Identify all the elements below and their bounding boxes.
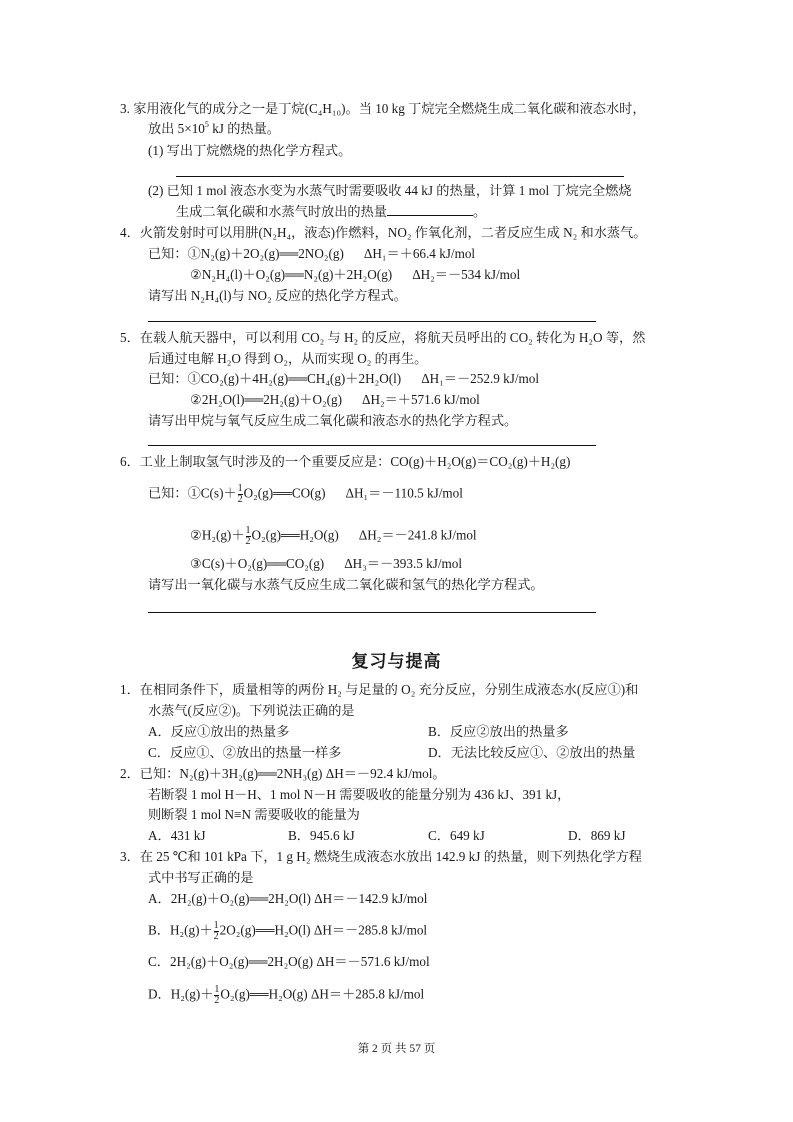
r3-stem-line1: 3．在 25 ℃和 101 kPa 下，1 g H₂ 燃烧生成液态水放出 142.9 kJ 的热量，则下列热化学方程 (120, 849, 642, 864)
r1-option-b[interactable]: B．反应②放出的热量多 (428, 724, 569, 739)
q6-dh3: ΔH₃＝－393.5 kJ/mol (344, 556, 463, 571)
q6-known-eq1 (148, 484, 463, 505)
q5-eq1: ①CO₂(g)＋4H₂(g)══CH₄(g)＋2H₂O(l) (187, 371, 402, 386)
fraction-denominator: 2 (237, 494, 243, 505)
q3-stem-text: 放出 5×10 (148, 121, 205, 136)
q3-part2-line2 (176, 203, 486, 221)
fraction-denominator: 2 (245, 536, 251, 547)
q4-answer-blank[interactable] (148, 321, 596, 322)
q6-known-label: 已知： (148, 485, 188, 501)
q6-eq2-part-b: O₂(g)══H₂O(g) (251, 527, 339, 543)
q6-dh1: ΔH₁＝－110.5 kJ/mol (345, 485, 463, 501)
q3-part2-text: 生成二氧化碳和水蒸气时放出的热量 (176, 204, 387, 219)
r3-option-d[interactable] (148, 985, 424, 1006)
q4-stem: 4．火箭发射时可以用肼(N₂H₄，液态)作燃料，NO₂ 作氧化剂，二者反应生成 N₂ 和水蒸气。 (120, 225, 647, 240)
r3-option-a[interactable]: A．2H₂(g)＋O₂(g)══2H₂O(l) ΔH＝－142.9 kJ/mol (148, 891, 428, 906)
q6-eq1-part-b: O₂(g)══CO(g) (243, 485, 326, 501)
q6-known-eq2 (190, 526, 477, 547)
r1-stem-line2: 水蒸气(反应②)。下列说法正确的是 (148, 703, 355, 718)
q5-dh1: ΔH₁＝－252.9 kJ/mol (421, 371, 540, 386)
q6-eq1-part-a: ①C(s)＋ (187, 485, 237, 501)
q4-ask: 请写出 N₂H₄(l)与 NO₂ 反应的热化学方程式。 (148, 288, 407, 303)
q3-stem-line2 (148, 120, 280, 138)
r2-stem-line2: 若断裂 1 mol H－H、1 mol N－H 需要吸收的能量分别为 436 kJ、391 kJ， (148, 787, 571, 802)
q5-eq2: ②2H₂O(l)══2H₂(g)＋O₂(g) (190, 392, 342, 407)
q6-dh2: ΔH₂＝－241.8 kJ/mol (358, 527, 477, 543)
one-half-fraction (238, 484, 243, 505)
r3-option-d-part-b: O₂(g)══H₂O(g) ΔH＝＋285.8 kJ/mol (220, 986, 425, 1002)
q6-stem: 6．工业上制取氢气时涉及的一个重要反应是：CO(g)＋H₂O(g)＝CO₂(g)＋H₂(g) (120, 454, 571, 469)
q3-stem-line1: 3. 家用液化气的成分之一是丁烷(C₄H₁₀)。当 10 kg 丁烷完全燃烧生成二氧化碳和液态水时， (120, 101, 646, 116)
q3-stem-text-end: kJ 的热量。 (208, 121, 280, 136)
r3-option-b-part-a: B．H₂(g)＋ (148, 922, 213, 938)
r3-option-b-part-b: 2O₂(g)══H₂O(l) ΔH＝－285.8 kJ/mol (219, 922, 428, 938)
r3-option-c[interactable]: C．2H₂(g)＋O₂(g)══2H₂O(g) ΔH＝－571.6 kJ/mol (148, 954, 430, 969)
one-half-fraction (246, 526, 251, 547)
q3-part2-period: 。 (473, 204, 487, 219)
q5-known-eq1 (148, 370, 539, 388)
section-title: 复习与提高 (351, 652, 442, 672)
fraction-numerator: 1 (213, 920, 219, 931)
r3-option-b[interactable] (148, 921, 427, 942)
r3-option-d-part-a: D．H₂(g)＋ (148, 986, 214, 1002)
q3-part1: (1) 写出丁烷燃烧的热化学方程式。 (148, 143, 352, 158)
fraction-numerator: 1 (245, 525, 251, 536)
r1-stem-line1: 1．在相同条件下，质量相等的两份 H₂ 与足量的 O₂ 充分反应，分别生成液态水(反应①)和 (120, 682, 639, 697)
q6-answer-blank[interactable] (148, 612, 596, 613)
fraction-denominator: 2 (213, 931, 219, 942)
q5-dh2: ΔH₂＝＋571.6 kJ/mol (361, 392, 480, 407)
q5-known-label: 已知： (148, 371, 188, 386)
one-half-fraction (214, 985, 219, 1006)
q6-ask: 请写出一氧化碳与水蒸气反应生成二氧化碳和氢气的热化学方程式。 (148, 577, 544, 592)
q5-ask: 请写出甲烷与氧气反应生成二氧化碳和液态水的热化学方程式。 (148, 413, 518, 428)
page-footer: 第 2 页 共 57 页 (357, 1043, 436, 1055)
q4-known-eq1 (148, 245, 475, 263)
one-half-fraction (214, 921, 219, 942)
r3-stem-line2: 式中书写正确的是 (148, 870, 254, 885)
r1-option-a[interactable]: A．反应①放出的热量多 (148, 724, 290, 739)
r2-option-a[interactable]: A．431 kJ (148, 828, 206, 843)
q5-answer-blank[interactable] (148, 445, 596, 446)
q6-known-eq3 (190, 555, 462, 573)
r2-option-c[interactable]: C．649 kJ (428, 828, 485, 843)
q3-part1-answer-blank[interactable] (176, 176, 624, 177)
r1-option-c[interactable]: C．反应①、②放出的热量一样多 (148, 745, 342, 760)
q4-dh1: ΔH₁＝＋66.4 kJ/mol (363, 246, 476, 261)
q3-exponent: 5 (204, 120, 209, 129)
q6-eq3: ③C(s)＋O₂(g)══CO₂(g) (190, 556, 325, 571)
q4-known-eq2 (190, 266, 520, 284)
q5-stem-line1: 5．在载人航天器中，可以利用 CO₂ 与 H₂ 的反应，将航天员呼出的 CO₂ 转化为 H₂O 等，然 (120, 330, 646, 345)
fraction-numerator: 1 (237, 483, 243, 494)
q3-part2-line1: (2) 已知 1 mol 液态水变为水蒸气时需要吸收 44 kJ 的热量，计算 1 mol 丁烷完全燃烧 (148, 183, 632, 198)
r2-option-b[interactable]: B．945.6 kJ (288, 828, 355, 843)
r2-stem-line3: 则断裂 1 mol N≡N 需要吸收的能量为 (148, 807, 360, 822)
q3-part2-answer-blank[interactable] (387, 203, 473, 216)
q4-eq1: ①N₂(g)＋2O₂(g)══2NO₂(g) (187, 246, 344, 261)
r2-stem-line1: 2．已知：N₂(g)＋3H₂(g)══2NH₃(g) ΔH＝－92.4 kJ/mol。 (120, 766, 446, 781)
r1-option-d[interactable]: D．无法比较反应①、②放出的热量 (428, 745, 636, 760)
fraction-denominator: 2 (214, 995, 220, 1006)
q5-stem-line2: 后通过电解 H₂O 得到 O₂，从而实现 O₂ 的再生。 (148, 351, 428, 366)
q6-eq2-part-a: ②H₂(g)＋ (190, 527, 245, 543)
q5-known-eq2 (190, 391, 480, 409)
q4-eq2: ②N₂H₄(l)＋O₂(g)══N₂(g)＋2H₂O(g) (190, 267, 393, 282)
r2-option-d[interactable]: D．869 kJ (568, 828, 626, 843)
q4-dh2: ΔH₂＝－534 kJ/mol (412, 267, 521, 282)
fraction-numerator: 1 (214, 984, 220, 995)
q4-known-label: 已知： (148, 246, 188, 261)
